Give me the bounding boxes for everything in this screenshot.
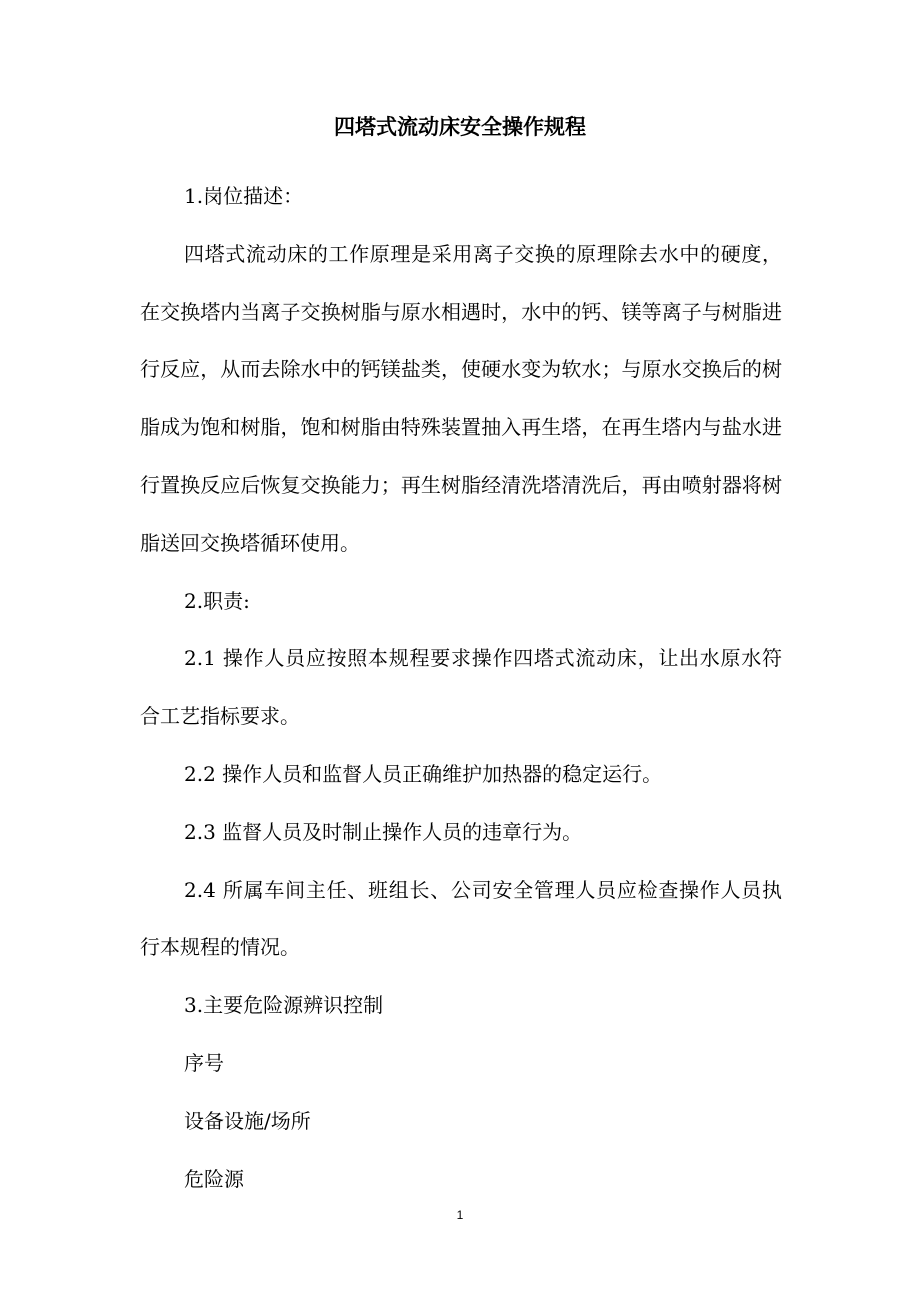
paragraph-working-principle: 四塔式流动床的工作原理是采用离子交换的原理除去水中的硬度，在交换塔内当离子交换树脂与原水相遇时，水中的钙、镁等离子与树脂进行反应，从而去除水中的钙镁盐类，使硬水变为软水；与原水交换后的树脂成为饱和树脂，饱和树脂由特殊装置抽入再生塔，在再生塔内与盐水进行置换反应后恢复交换能力；再生树脂经清洗塔清洗后，再由喷射器将树脂送回交换塔循环使用。	[140, 241, 782, 555]
table-header-serial-number: 序号	[184, 1050, 224, 1075]
section-heading-hazard-identification: 3.主要危险源辨识控制	[184, 993, 384, 1018]
paragraph-responsibility-2-4: 2.4 所属车间主任、班组长、公司安全管理人员应检查操作人员执行本规程的情况。	[140, 877, 782, 960]
paragraph-responsibility-2-2: 2.2 操作人员和监督人员正确维护加热器的稳定运行。	[184, 761, 663, 786]
section-heading-responsibilities: 2.职责:	[184, 588, 250, 613]
paragraph-responsibility-2-3: 2.3 监督人员及时制止操作人员的违章行为。	[184, 819, 583, 844]
document-body	[140, 168, 782, 1208]
paragraph-responsibility-2-1: 2.1 操作人员应按照本规程要求操作四塔式流动床，让出水原水符合工艺指标要求。	[140, 646, 782, 729]
table-header-hazard-source: 危险源	[184, 1166, 244, 1191]
page-number: 1	[456, 1208, 464, 1222]
section-heading-job-description: 1.岗位描述：	[184, 184, 304, 208]
document-title: 四塔式流动床安全操作规程	[334, 115, 586, 139]
table-header-equipment-location: 设备设施/场所	[184, 1108, 311, 1133]
